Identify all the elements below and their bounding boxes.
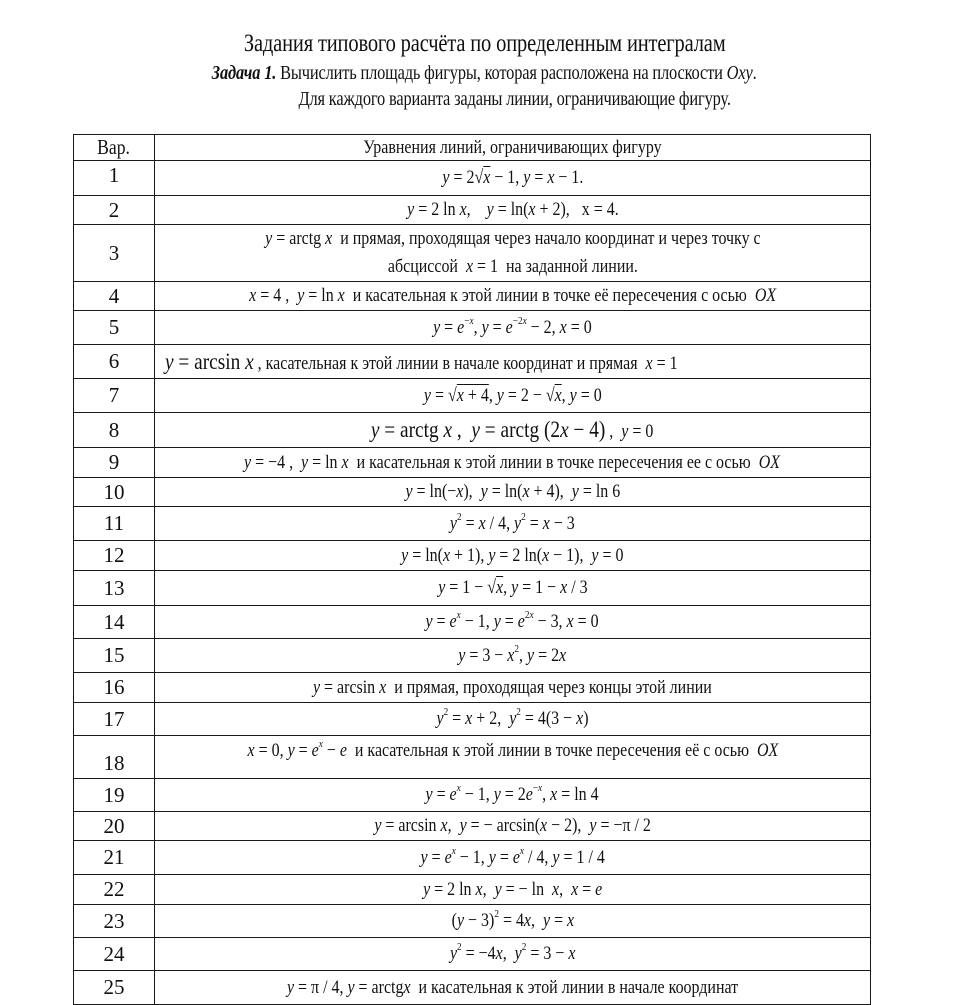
- task-text: Вычислить площадь фигуры, которая расположена на плоскости: [276, 62, 728, 84]
- table-row: [74, 448, 871, 478]
- task-statement: [0, 62, 969, 85]
- variant-number: 3: [74, 225, 155, 282]
- variant-number: 20: [74, 812, 155, 841]
- table-row: [74, 779, 871, 812]
- variant-equations: x = 4 , y = ln x и касательная к этой линии в точке её пересечения с осью OX: [155, 282, 871, 311]
- title-text: Задания типового расчёта по определенным интегралам: [243, 30, 726, 57]
- table-row: [74, 225, 871, 282]
- variant-equations: $y^2 = x / 4$, $y^2 = x - 3$: [155, 507, 871, 541]
- table-row: [74, 812, 871, 841]
- variant-equations: $y^2 = x + 2$, $y^2 = 4(3 - x)$: [155, 703, 871, 736]
- variant-number: 13: [74, 571, 155, 606]
- variant-equations: y = √x + 4, y = 2 − √x, y = 0: [155, 379, 871, 413]
- table-row: [74, 196, 871, 225]
- variant-number: 5: [74, 311, 155, 345]
- table-row: [74, 571, 871, 606]
- table-row: [74, 541, 871, 571]
- task-label: Задача 1.: [212, 62, 277, 84]
- variants-table: [73, 134, 871, 1005]
- variant-equations: x = 0, $y = e^x - e$ и касательная к этой линии в точке пересечения её с осью OX: [155, 736, 871, 779]
- variant-equations: $y = e^{-x}$, $y = e^{-2x} - 2$, x = 0: [155, 311, 871, 345]
- variant-equations: y = −4 , y = ln x и касательная к этой линии в точке пересечения ее с осью OX: [155, 448, 871, 478]
- variant-number: 17: [74, 703, 155, 736]
- table-row: [74, 736, 871, 779]
- variant-number: 4: [74, 282, 155, 311]
- table-row: [74, 905, 871, 938]
- table-row: [74, 507, 871, 541]
- variant-number: 1: [74, 161, 155, 196]
- task-plane: Oxy: [727, 62, 753, 84]
- variant-number: 6: [74, 345, 155, 379]
- variant-number: 19: [74, 779, 155, 812]
- variant-equations: y = ln(−x), y = ln(x + 4), y = ln 6: [155, 478, 871, 507]
- variant-equations: $(y - 3)^2 = 4x$, y = x: [155, 905, 871, 938]
- variant-equations: y = arcsin x и прямая, проходящая через концы этой линии: [155, 673, 871, 703]
- variant-equations: y = 1 − √x, y = 1 − x / 3: [155, 571, 871, 606]
- variant-equations: y = ln(x + 1), y = 2 ln(x − 1), y = 0: [155, 541, 871, 571]
- task-end: .: [752, 62, 757, 84]
- variant-number: 21: [74, 841, 155, 875]
- variant-equations: y = π / 4, y = arctgx и касательная к этой линии в начале координат: [155, 971, 871, 1005]
- table-row: [74, 875, 871, 905]
- variant-equations: y = arctg x и прямая, проходящая через начало координат и через точку с абсциссой x = 1 на заданной линии.: [155, 225, 871, 282]
- variant-equations: y = 2 ln x, y = − ln x, x = e: [155, 875, 871, 905]
- variant-number: 2: [74, 196, 155, 225]
- table-row: [74, 379, 871, 413]
- variant-number: 10: [74, 478, 155, 507]
- table-row: [74, 478, 871, 507]
- variant-number: 18: [74, 736, 155, 779]
- table-row: [74, 971, 871, 1005]
- variant-number: 23: [74, 905, 155, 938]
- variant-number: 8: [74, 413, 155, 448]
- table-row: [74, 938, 871, 971]
- table-row: [74, 282, 871, 311]
- variant-equations: y = 2 ln x, y = ln(x + 2), x = 4.: [155, 196, 871, 225]
- table-row: [74, 161, 871, 196]
- table-row: [74, 413, 871, 448]
- table-row: [74, 639, 871, 673]
- variant-equations: y = arctg x , y = arctg (2x − 4) , y = 0: [155, 413, 871, 448]
- variant-number: 9: [74, 448, 155, 478]
- table-row: [74, 703, 871, 736]
- column-header-variant: Вар.: [74, 135, 155, 161]
- variant-equations: $y^2 = -4x$, $y^2 = 3 - x$: [155, 938, 871, 971]
- column-header-equations: Уравнения линий, ограничивающих фигуру: [155, 135, 871, 161]
- variant-equations: y = arcsin x , касательная к этой линии в начале координат и прямая x = 1: [155, 345, 871, 379]
- variant-number: 24: [74, 938, 155, 971]
- variant-number: 11: [74, 507, 155, 541]
- table-row: [74, 841, 871, 875]
- variant-number: 16: [74, 673, 155, 703]
- table-row: [74, 673, 871, 703]
- document-title: [0, 30, 969, 58]
- task-subtitle: [30, 88, 969, 111]
- variant-equations: $y = e^x - 1$, $y = e^{2x} - 3$, x = 0: [155, 606, 871, 639]
- table-row: [74, 345, 871, 379]
- table-row: [74, 311, 871, 345]
- variant-number: 7: [74, 379, 155, 413]
- variant-number: 12: [74, 541, 155, 571]
- table-header-row: [74, 135, 871, 161]
- variant-equations: $y = e^x - 1$, $y = 2e^{-x}$, x = ln 4: [155, 779, 871, 812]
- variant-number: 15: [74, 639, 155, 673]
- variant-equations: y = arcsin x, y = − arcsin(x − 2), y = −π / 2: [155, 812, 871, 841]
- subtitle-text: Для каждого варианта заданы линии, ограничивающие фигуру.: [298, 88, 731, 110]
- variant-equations: y = 2√x − 1, y = x − 1.: [155, 161, 871, 196]
- variant-number: 22: [74, 875, 155, 905]
- variant-equations: $y = e^x - 1$, $y = e^x / 4$, y = 1 / 4: [155, 841, 871, 875]
- variant-number: 14: [74, 606, 155, 639]
- table-row: [74, 606, 871, 639]
- variant-equations: $y = 3 - x^2$, y = 2x: [155, 639, 871, 673]
- variant-number: 25: [74, 971, 155, 1005]
